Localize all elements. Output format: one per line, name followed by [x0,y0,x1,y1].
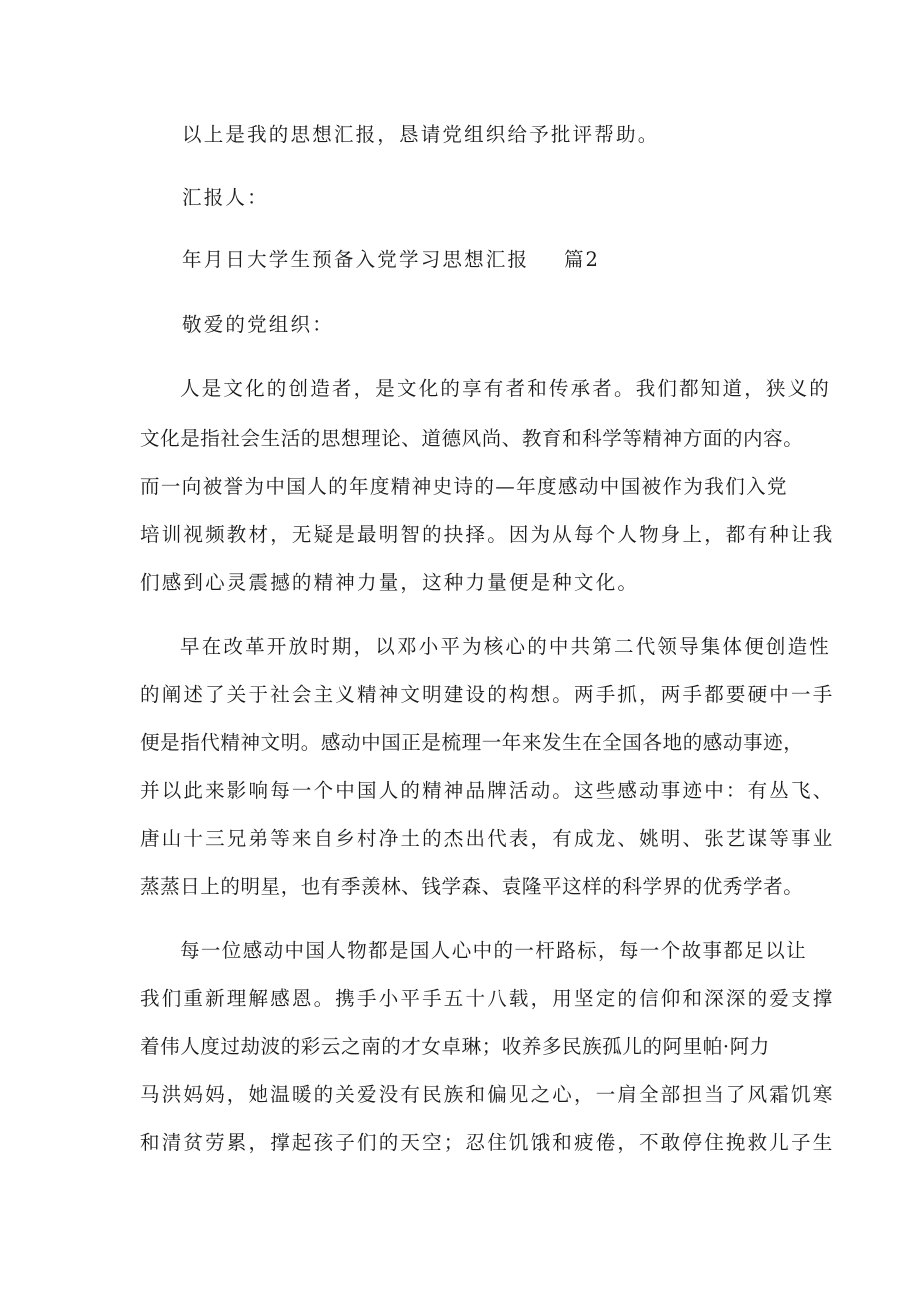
salutation: 敬爱的党组织： [182,313,334,336]
paragraph-line: 而一向被誉为中国人的年度精神史诗的—年度感动中国被作为我们入党 [140,475,788,498]
paragraph-line: 文化是指社会生活的思想理论、道德风尚、教育和科学等精神方面的内容。 [140,427,804,450]
document-title [182,247,822,277]
paragraph-line: 着伟人度过劫波的彩云之南的才女卓琳；收养多民族孤儿的阿里帕·阿力 [140,1035,770,1058]
paragraph-line: 并以此来影响每一个中国人的精神品牌活动。这些感动事迹中：有丛飞、 [140,779,835,802]
paragraph-line: 培训视频教材，无疑是最明智的抉择。因为从每个人物身上，都有种让我 [140,523,835,546]
paragraph-line: 和清贫劳累，撑起孩子们的天空；忍住饥饿和疲倦，不敢停住挽救儿子生 [140,1131,835,1154]
reporter-label: 汇报人： [182,186,269,209]
paragraph-line: 们感到心灵震撼的精神力量，这种力量便是种文化。 [140,571,640,594]
paragraph-line: 早在改革开放时期，以邓小平为核心的中共第二代领导集体便创造性 [180,635,832,658]
paragraph-line: 马洪妈妈，她温暖的关爱没有民族和偏见之心，一肩全部担当了风霜饥寒 [140,1083,835,1106]
paragraph-line: 我们重新理解感恩。携手小平手五十八载，用坚定的信仰和深深的爱支撑 [140,987,835,1010]
paragraph-line: 每一位感动中国人物都是国人心中的一杆路标，每一个故事都足以让 [180,939,808,962]
paragraph-line: 便是指代精神文明。感动中国正是梳理一年来发生在全国各地的感动事迹， [140,731,804,754]
paragraph-line: 的阐述了关于社会主义精神文明建设的构想。两手抓，两手都要硬中一手 [140,683,835,706]
paragraph-line: 人是文化的创造者，是文化的享有者和传承者。我们都知道，狭义的 [180,377,832,400]
closing-line: 以上是我的思想汇报，恳请党组织给予批评帮助。 [182,123,660,146]
title-part-number: 篇2 [564,248,600,271]
paragraph-line: 唐山十三兄弟等来自乡村净土的杰出代表，有成龙、姚明、张艺谋等事业 [140,827,835,850]
paragraph-line: 蒸蒸日上的明星，也有季羡林、钱学森、袁隆平这样的科学界的优秀学者。 [140,875,804,898]
title-text: 年月日大学生预备入党学习思想汇报 [182,248,530,271]
